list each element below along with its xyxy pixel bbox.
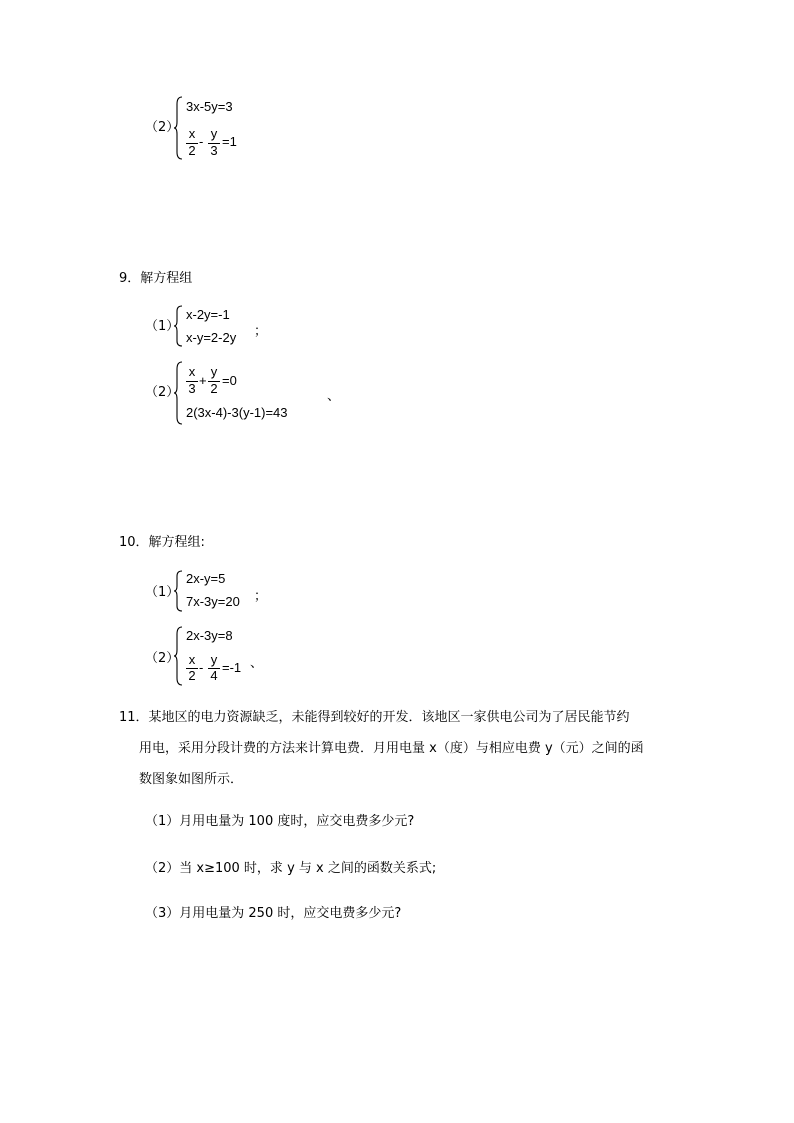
q8-part2-eq1: 3x-5y=3 [186,99,233,114]
q10-part1-end: ； [254,589,268,604]
q9-part2-end: 、 [327,389,341,404]
q10-part1-eq1: 2x-y=5 [186,571,226,586]
q10-part2-rhs: =-1 [222,660,242,675]
q9-part2-label: （2） [145,385,180,400]
brace-icon [174,96,184,160]
q11-subquestion-2: （2）当 x≥100 时，求 y 与 x 之间的函数关系式; [145,861,437,876]
q11-stem-line2: 用电，采用分段计费的方法来计算电费．月用电量 x（度）与相应电费 y（元）之间的函 [139,741,644,756]
q9-part1-label: （1） [145,319,180,334]
q9-part2-op: + [199,373,207,388]
q8-part2-frac2-num: y [210,126,218,141]
q8-part2-rhs: =1 [222,134,237,149]
brace-icon [174,305,184,347]
q9-part1-end: ； [254,324,268,339]
brace-icon [174,361,184,425]
q11-stem-line1: 11．某地区的电力资源缺乏，未能得到较好的开发．该地区一家供电公司为了居民能节约 [119,710,630,725]
q8-part2-frac2-den: 3 [210,143,218,158]
q8-part2-op: - [199,134,204,149]
q10-part2-op: - [199,660,204,675]
q9-part2-frac1-den: 3 [188,381,196,396]
q10-part2-frac2-den: 4 [210,668,218,683]
q9-part2-frac2-den: 2 [210,381,218,396]
q9-part2-frac2-num: y [210,364,218,379]
q10-part1-eq2: 7x-3y=20 [186,594,240,609]
q10-part1-label: （1） [145,585,180,600]
q11-stem-line3: 数图象如图所示． [139,772,244,787]
q10-part2-frac2-num: y [210,652,218,667]
q8-part2-frac1-den: 2 [188,143,196,158]
q9-title: 9．解方程组 [119,271,193,286]
q10-part2-frac1-den: 2 [188,668,196,683]
q8-part2-label: （2） [145,120,180,135]
q10-part2-end: 、 [250,656,264,671]
q10-title: 10．解方程组: [119,535,205,550]
q9-part1-eq1: x-2y=-1 [186,307,230,322]
q10-part2-eq1: 2x-3y=8 [186,628,233,643]
q9-part1-eq2: x-y=2-2y [186,330,237,345]
brace-icon [174,570,184,612]
q9-part2-frac1-num: x [188,364,196,379]
q10-part2-frac1-num: x [188,652,196,667]
q8-part2-frac1-num: x [188,126,196,141]
q11-subquestion-1: （1）月用电量为 100 度时，应交电费多少元? [145,814,415,829]
q10-part2-label: （2） [145,651,180,666]
brace-icon [174,626,184,686]
q9-part2-eq2: 2(3x-4)-3(y-1)=43 [186,405,288,420]
q9-part2-rhs: =0 [222,373,237,388]
q11-subquestion-3: （3）月用电量为 250 时，应交电费多少元? [145,906,402,921]
